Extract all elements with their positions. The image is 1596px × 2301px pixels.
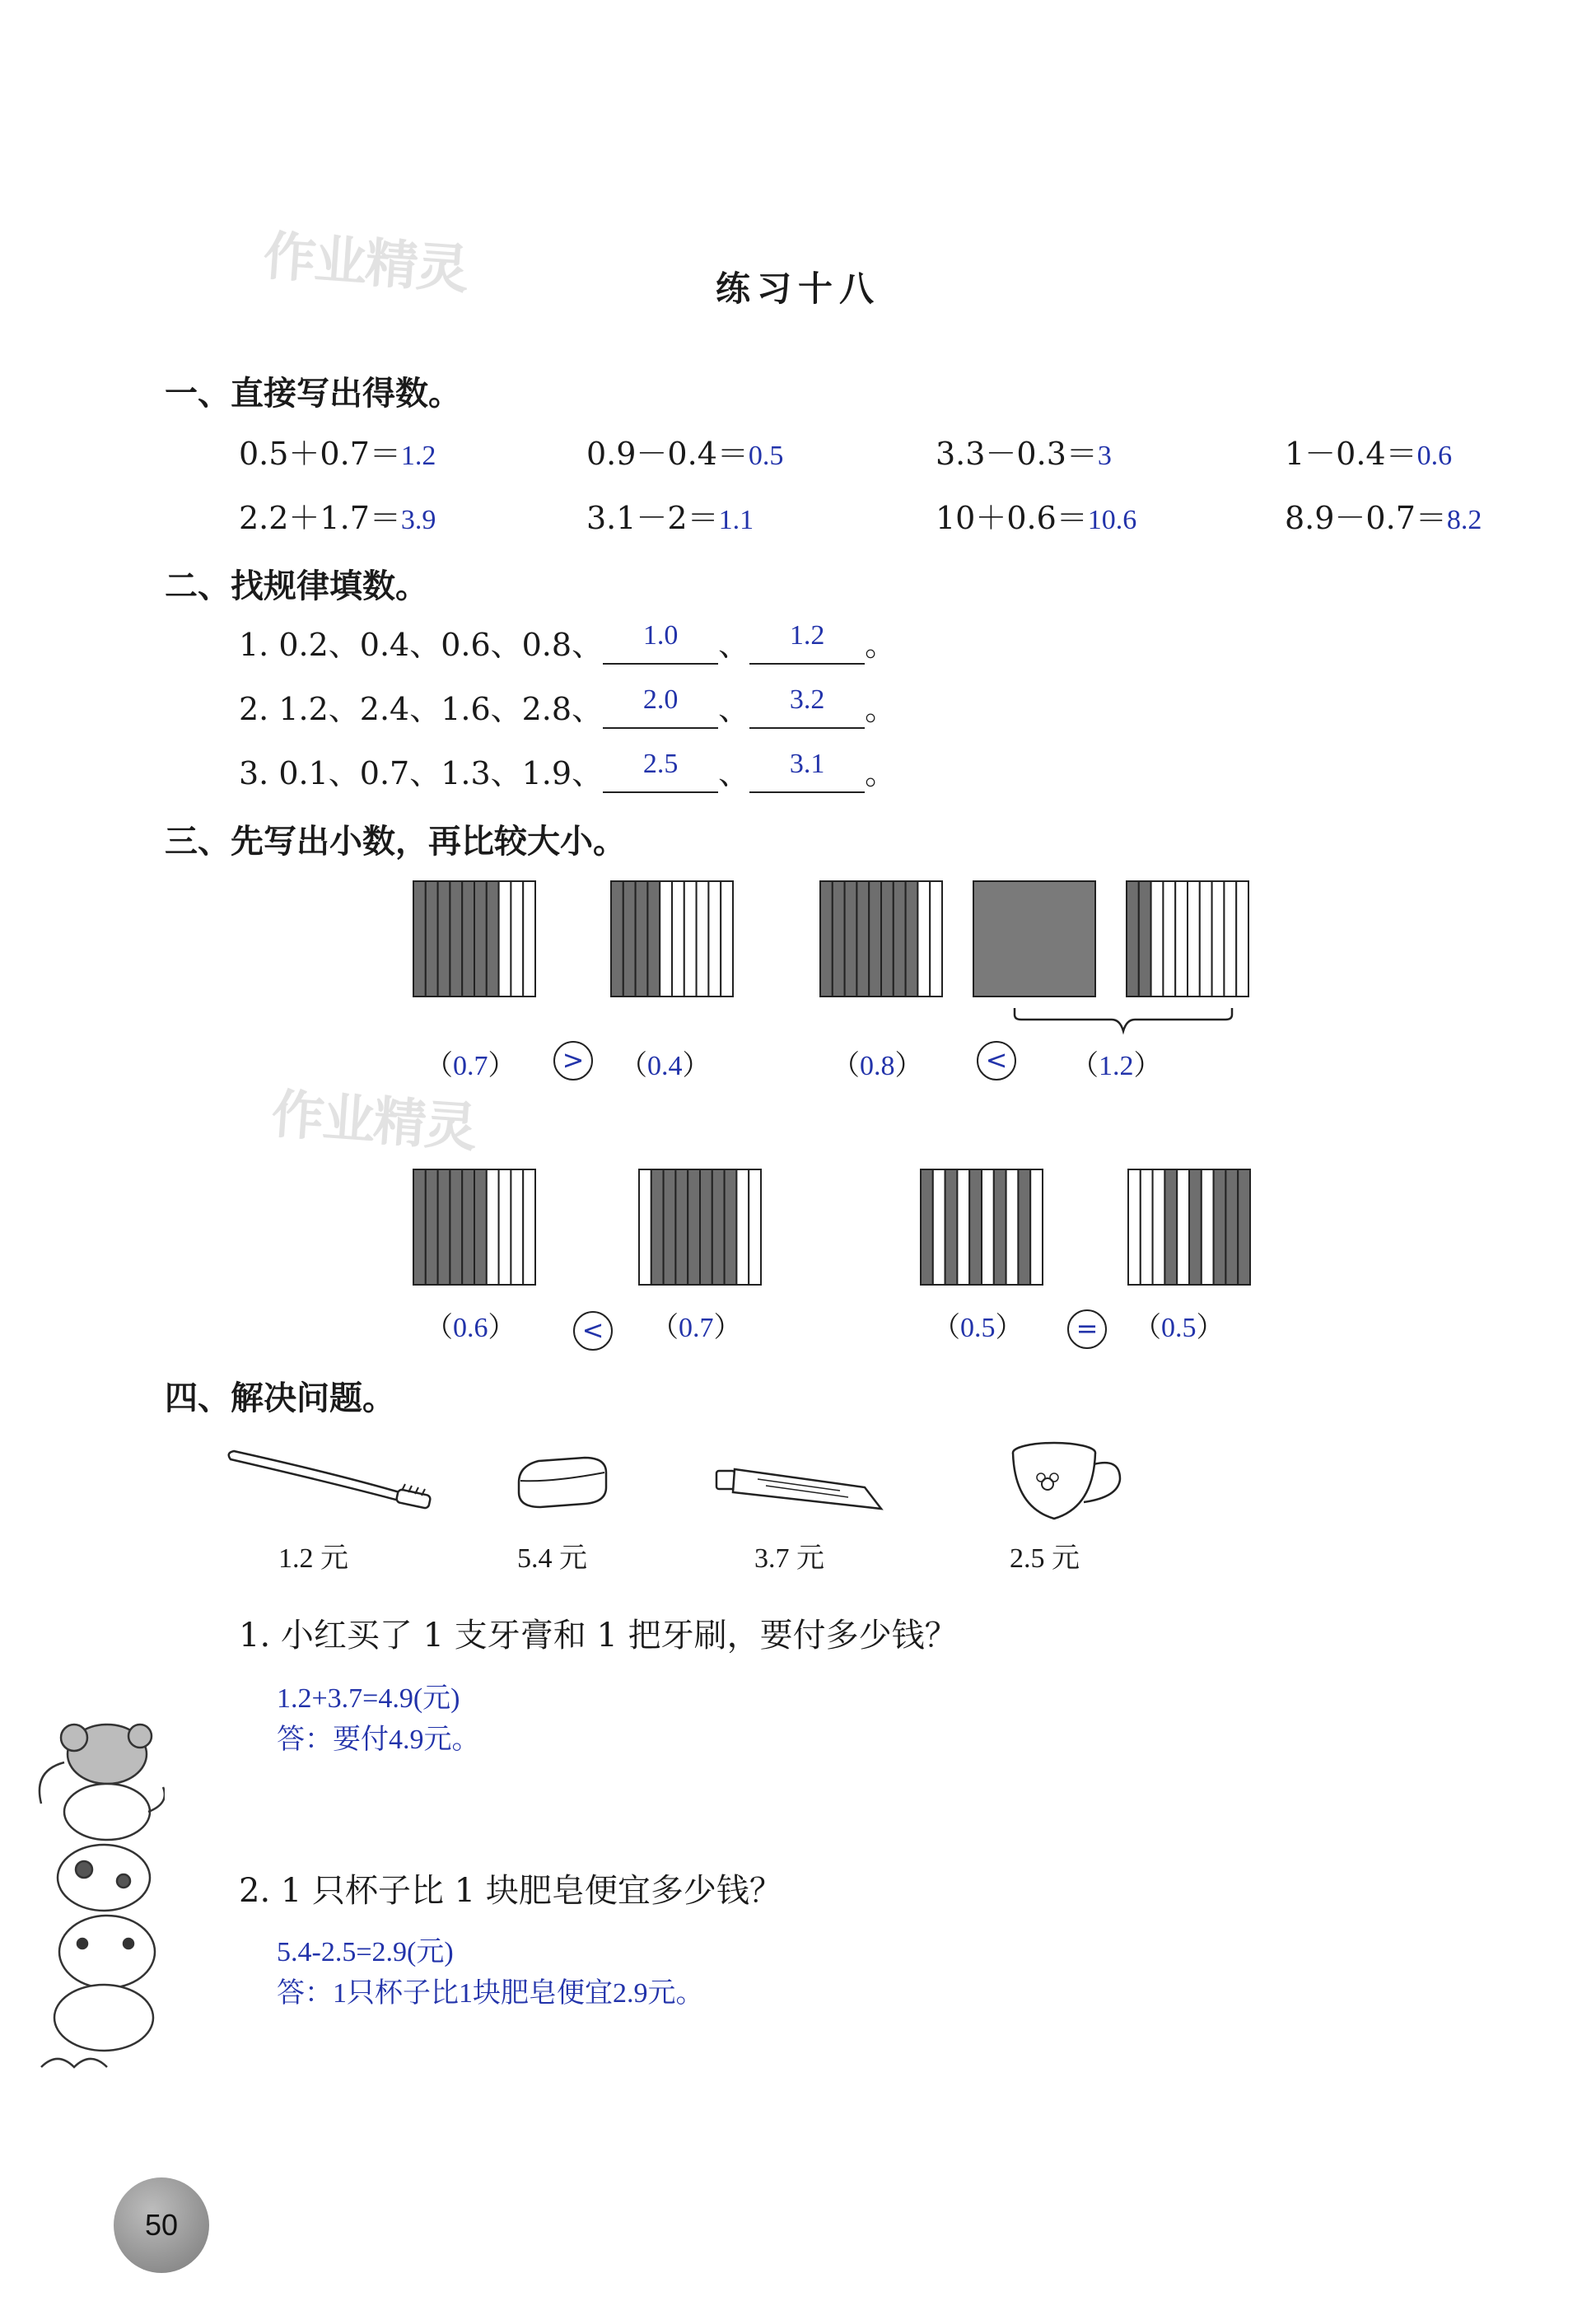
equation: 3.3－0.3＝3 [936, 436, 1112, 472]
solution-1-answer: 答：要付4.9元。 [277, 1725, 480, 1755]
bar-strip [917, 881, 930, 996]
bar-strip [438, 1169, 450, 1285]
bar-strip [982, 1169, 994, 1285]
section-3-heading: 三、先写出小数，再比较大小。 [165, 823, 626, 861]
answer-paren: （0.7） [425, 1051, 516, 1081]
soap-icon [519, 1458, 606, 1507]
bar-strip [438, 881, 450, 996]
price-label: 2.5 元 [1010, 1543, 1080, 1574]
brace [1015, 1008, 1232, 1031]
equation: 1－0.4＝0.6 [1285, 436, 1453, 472]
bar-strip [833, 881, 845, 996]
bar-strip [1212, 881, 1225, 996]
blank: 3.1 [749, 755, 865, 793]
bar-strip [523, 1169, 535, 1285]
bar-strip [675, 1169, 688, 1285]
section-2-heading: 二、找规律填数。 [165, 567, 428, 605]
bar-strip [511, 1169, 523, 1285]
bar-strip [820, 881, 833, 996]
bar-strip [511, 881, 523, 996]
answer-paren: （0.5） [932, 1313, 1024, 1343]
bar-strip [721, 881, 733, 996]
bar-strip [1214, 1169, 1226, 1285]
page-number: 50 [114, 2177, 209, 2273]
answer-paren: （0.4） [619, 1051, 711, 1081]
solution-2-answer: 答：1只杯子比1块肥皂便宜2.9元。 [277, 1978, 704, 2009]
bar-strip [856, 881, 869, 996]
solution-2-calc: 5.4-2.5=2.9(元) [277, 1937, 454, 1967]
bar-strip [639, 1169, 651, 1285]
bar-strip [1128, 1169, 1141, 1285]
bar-strip [700, 1169, 712, 1285]
cup-icon [1013, 1443, 1120, 1519]
whole-square [973, 881, 1095, 996]
item-illustrations [222, 1433, 1128, 1532]
bar-strip [523, 881, 535, 996]
bar-strip [894, 881, 906, 996]
bar-strip [688, 1169, 700, 1285]
bar-strip [945, 1169, 958, 1285]
bar-strip [869, 881, 881, 996]
bar-strip [636, 881, 648, 996]
blank: 2.0 [603, 691, 718, 729]
compare-symbol: = [1067, 1309, 1107, 1349]
bar-strip [672, 881, 684, 996]
page-title: 练习十八 [715, 268, 880, 309]
answer-paren: （0.5） [1133, 1313, 1225, 1343]
equation: 2.2＋1.7＝3.9 [239, 500, 436, 536]
bar-strip [708, 881, 721, 996]
bar-strip [1163, 881, 1175, 996]
bar-strip [651, 1169, 664, 1285]
bar-strip [749, 1169, 761, 1285]
answer-paren: （0.7） [651, 1313, 742, 1343]
sequence-item: 1. 0.2、0.4、0.6、0.8、 1.0 、 1.2 。 [239, 620, 897, 663]
toothbrush-icon [229, 1451, 431, 1509]
bar-strip [969, 1169, 982, 1285]
bar-strip [499, 1169, 511, 1285]
answer: 10.6 [1087, 505, 1137, 535]
bar-strip [664, 1169, 676, 1285]
watermark: 作业精灵 [261, 226, 469, 301]
bar-strip [881, 881, 894, 996]
bar-strip [426, 1169, 438, 1285]
equation: 3.1－2＝1.1 [586, 500, 754, 536]
price-label: 5.4 元 [517, 1543, 587, 1574]
bar-strip [1202, 1169, 1214, 1285]
cartoon-animals-illustration [25, 1705, 165, 2100]
bar-strip [1175, 881, 1188, 996]
bar-strip [1030, 1169, 1043, 1285]
bar-strip [845, 881, 857, 996]
price-label: 3.7 元 [754, 1543, 824, 1574]
bar-strip [1225, 1169, 1238, 1285]
question-1: 1. 小红买了 1 支牙膏和 1 把牙刷，要付多少钱？ [239, 1617, 958, 1655]
price-label: 1.2 元 [278, 1543, 348, 1574]
bar-strip [697, 881, 709, 996]
compare-symbol: > [553, 1041, 593, 1080]
bar-strip [1164, 1169, 1177, 1285]
bar-strip [1153, 1169, 1165, 1285]
bar-strip [413, 881, 426, 996]
section-1-heading: 一、直接写出得数。 [165, 375, 461, 413]
bar-strip [647, 881, 660, 996]
bar-strip [1018, 1169, 1030, 1285]
bar-strip [957, 1169, 969, 1285]
bar-strip [684, 881, 697, 996]
bar-strip [906, 881, 918, 996]
bar-strip [1177, 1169, 1189, 1285]
bar-strip [623, 881, 636, 996]
answer: 3.9 [400, 505, 436, 535]
bar-strip [450, 881, 462, 996]
bar-strip [487, 1169, 499, 1285]
blank: 1.0 [603, 627, 718, 665]
bar-strip [474, 881, 487, 996]
bar-strip [1127, 881, 1139, 996]
equation: 0.5＋0.7＝1.2 [239, 436, 436, 472]
answer: 0.5 [748, 441, 784, 471]
solution-1-calc: 1.2+3.7=4.9(元) [277, 1683, 460, 1714]
section-4-heading: 四、解决问题。 [165, 1379, 395, 1417]
answer: 8.2 [1446, 505, 1482, 535]
bar-strip [462, 881, 474, 996]
equation: 8.9－0.7＝8.2 [1285, 500, 1482, 536]
bar-strip [1238, 1169, 1250, 1285]
bar-strip [1224, 881, 1236, 996]
bar-strip [462, 1169, 474, 1285]
answer-paren: （0.8） [832, 1051, 923, 1081]
bar-strip [933, 1169, 945, 1285]
bar-strip [1188, 881, 1200, 996]
bar-strip [1189, 1169, 1202, 1285]
answer: 1.2 [400, 441, 436, 471]
bar-strip [725, 1169, 737, 1285]
compare-symbol: < [977, 1041, 1016, 1080]
blank: 2.5 [603, 755, 718, 793]
bar-strip [450, 1169, 462, 1285]
bar-strip [712, 1169, 725, 1285]
sequence-item: 3. 0.1、0.7、1.3、1.9、 2.5 、 3.1 。 [239, 749, 897, 791]
toothpaste-icon [716, 1469, 881, 1509]
blank: 1.2 [749, 627, 865, 665]
bar-strip [1141, 1169, 1153, 1285]
watermark: 作业精灵 [269, 1084, 478, 1160]
bar-strip [1200, 881, 1212, 996]
bar-strip [413, 1169, 426, 1285]
bar-strip [921, 1169, 933, 1285]
bar-strip [611, 881, 623, 996]
answer-paren: （0.6） [425, 1313, 516, 1343]
blank: 3.2 [749, 691, 865, 729]
answer: 3 [1097, 441, 1112, 471]
bar-strip [474, 1169, 487, 1285]
bar-strip [994, 1169, 1006, 1285]
answer-paren: （1.2） [1071, 1051, 1162, 1081]
sequence-item: 2. 1.2、2.4、1.6、2.8、 2.0 、 3.2 。 [239, 684, 897, 727]
bar-strip [1006, 1169, 1019, 1285]
bar-strip [736, 1169, 749, 1285]
bar-strip [1151, 881, 1164, 996]
bar-strip [930, 881, 942, 996]
bar-strip [499, 881, 511, 996]
equation: 10＋0.6＝10.6 [936, 500, 1137, 536]
bar-strip [660, 881, 672, 996]
question-2: 2. 1 只杯子比 1 块肥皂便宜多少钱？ [239, 1872, 782, 1910]
answer: 0.6 [1416, 441, 1453, 471]
answer: 1.1 [718, 505, 754, 535]
bar-strip [426, 881, 438, 996]
bar-strip [1139, 881, 1151, 996]
bar-strip [1236, 881, 1248, 996]
equation: 0.9－0.4＝0.5 [586, 436, 784, 472]
bar-strip [487, 881, 499, 996]
compare-symbol: < [573, 1311, 613, 1351]
